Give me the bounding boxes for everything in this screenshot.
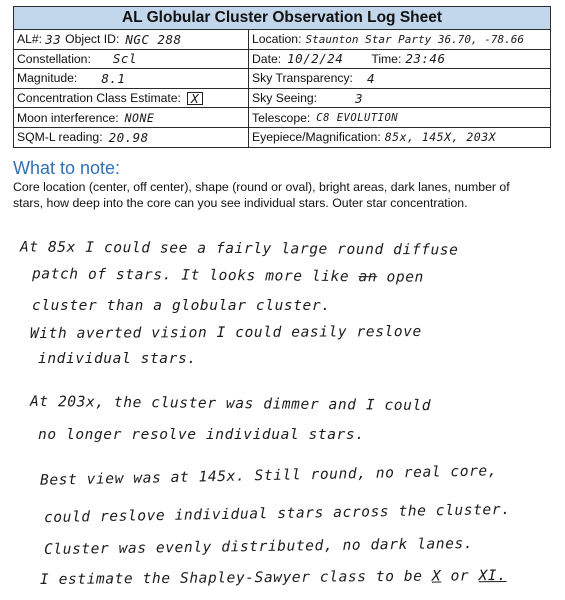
sqm-reading-value: 20.98 <box>108 129 149 145</box>
note-line: cluster than a globular cluster. <box>32 298 331 314</box>
note-line: Cluster was evenly distributed, no dark lanes. <box>43 536 474 558</box>
concentration-class-label: Concentration Class Estimate: <box>17 91 181 106</box>
eyepiece-magnification-value: 85x, 145X, 203X <box>384 130 497 145</box>
sky-seeing-label: Sky Seeing: <box>252 91 318 106</box>
object-id-label: Object ID: <box>65 32 120 47</box>
sky-seeing-value: 3 <box>355 90 364 106</box>
moon-interference-value: NONE <box>124 110 155 125</box>
moon-interference-label: Moon interference: <box>17 110 119 125</box>
sqm-reading-label: SQM-L reading: <box>17 130 103 145</box>
note-line <box>40 568 507 588</box>
concentration-class-value: X <box>187 92 203 105</box>
telescope-value: C8 EVOLUTION <box>316 111 399 124</box>
note-line: Best view was at 145x. Still round, no real core, <box>39 463 498 489</box>
constellation-label: Constellation: <box>17 51 91 66</box>
sky-transparency-label: Sky Transparency: <box>252 71 353 86</box>
note-line: At 203x, the cluster was dimmer and I could <box>29 393 432 415</box>
constellation-value: Scl <box>112 51 137 67</box>
date-value: 10/2/24 <box>287 51 344 67</box>
magnitude-value: 8.1 <box>101 70 126 86</box>
note-line: At 85x I could see a fairly large round diffuse <box>19 239 459 259</box>
note-text: I estimate the Shapley-Sawyer class to be <box>39 568 423 589</box>
note-line: individual stars. <box>38 351 197 367</box>
note-text: open <box>386 269 424 286</box>
class-estimate-xi: XI. <box>478 567 507 585</box>
note-line: could reslove individual stars across the cluster. <box>43 501 511 527</box>
telescope-label: Telescope: <box>252 110 311 125</box>
what-to-note-description: Core location (center, off center), shape (round or oval), bright areas, dark lanes, number of stars, how deep into the core can you see individual stars. Outer star concentration. <box>13 180 510 210</box>
note-text: or <box>450 568 470 585</box>
time-value: 23:46 <box>405 51 446 67</box>
location-value: Staunton Star Party 36.70, -78.66 <box>305 32 525 46</box>
date-label: Date: <box>252 51 282 66</box>
time-label: Time: <box>371 51 402 66</box>
location-label: Location: <box>252 32 302 47</box>
sheet-title: AL Globular Cluster Observation Log Sheet <box>121 9 443 26</box>
eyepiece-magnification-label: Eyepiece/Magnification: <box>252 130 381 145</box>
object-id-value: NGC 288 <box>125 31 182 47</box>
struck-out-word: an <box>358 269 378 286</box>
class-estimate-x: X <box>431 568 442 585</box>
al-number-value: 33 <box>45 31 62 47</box>
note-text: patch of stars. It looks more like <box>31 266 350 286</box>
sky-transparency-value: 4 <box>366 70 375 86</box>
magnitude-label: Magnitude: <box>17 71 78 86</box>
note-line: no longer resolve individual stars. <box>38 427 365 443</box>
note-line: With averted vision I could easily reslove <box>29 323 422 343</box>
al-number-label: AL#: <box>17 32 43 47</box>
what-to-note-heading: What to note: <box>13 158 121 178</box>
note-line <box>32 266 424 285</box>
